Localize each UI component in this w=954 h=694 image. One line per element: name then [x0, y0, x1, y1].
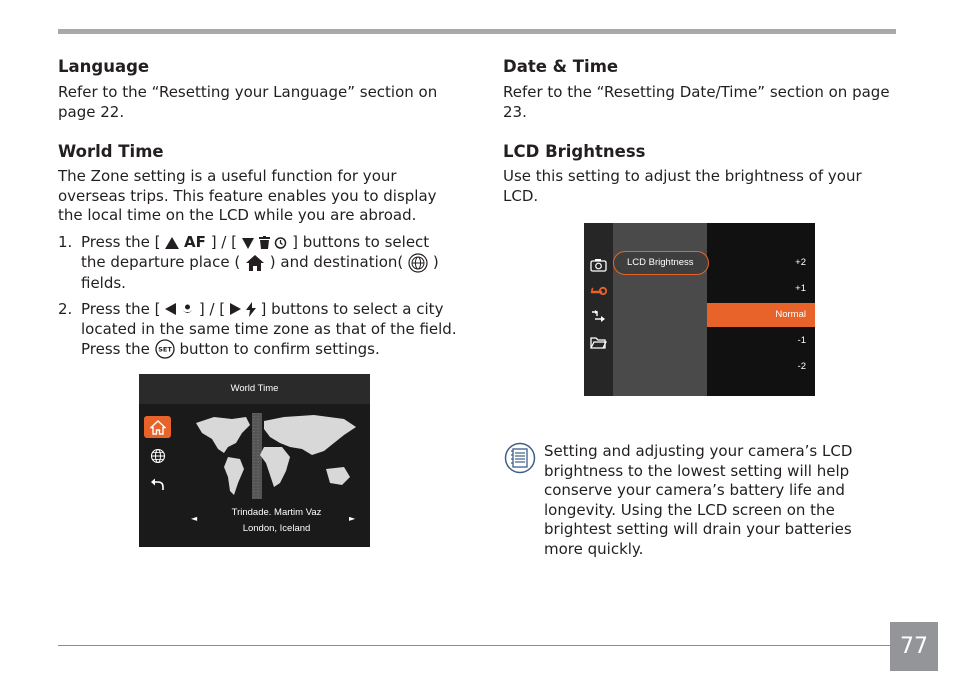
back-icon[interactable]	[150, 477, 166, 493]
world-time-body: The Zone setting is a useful function for your overseas trips. This feature enables you to display the local time on the LCD while you are abroad.	[58, 167, 437, 224]
step-text: Press the [	[81, 233, 161, 251]
bottom-rule	[58, 645, 890, 646]
language-body: Refer to the “Resetting your Language” section on page 22.	[58, 83, 438, 121]
step-text: ) and destination(	[269, 253, 404, 271]
top-rule	[58, 29, 896, 34]
down-arrow-icon	[242, 237, 254, 249]
step-2	[58, 299, 458, 360]
step-text: ] buttons to select a city located in the same time zone as that of the field. Press the	[81, 299, 457, 358]
step-text: button to confirm settings.	[179, 339, 380, 358]
trash-icon	[259, 236, 270, 249]
world-time-screen	[139, 374, 370, 547]
step-text: ] / [	[210, 233, 237, 251]
world-map	[194, 413, 359, 499]
previous-city-arrow[interactable]: ◄	[191, 514, 198, 523]
camera-icon[interactable]	[590, 257, 607, 271]
set-label: SET	[157, 345, 172, 354]
brightness-option[interactable]: -2	[797, 361, 806, 372]
brightness-option[interactable]: -1	[797, 335, 806, 346]
menu-item-column	[613, 223, 707, 396]
wrench-icon[interactable]	[590, 283, 607, 297]
home-icon	[245, 253, 265, 273]
left-arrow-icon	[165, 303, 176, 315]
world-time-heading: World Time	[58, 142, 164, 161]
lcd-brightness-heading: LCD Brightness	[503, 142, 646, 161]
lcd-brightness-screen	[584, 223, 815, 396]
brightness-option[interactable]: +1	[795, 283, 806, 294]
menu-item-lcd-brightness[interactable]: LCD Brightness	[613, 251, 709, 275]
step-number: 1.	[58, 233, 73, 251]
date-time-heading: Date & Time	[503, 57, 619, 76]
set-button-icon	[155, 339, 175, 359]
lcd-brightness-body: Use this setting to adjust the brightness of your LCD.	[503, 167, 862, 205]
note-text: Setting and adjusting your camera’s LCD brightness to the lowest setting will help conserve your camera’s battery life and longevity. Using the LCD screen on the brightest setting will drain your batteries more quickly.	[544, 442, 853, 558]
self-timer-icon	[274, 236, 287, 249]
step-number: 2.	[58, 299, 73, 318]
transfer-icon[interactable]	[590, 309, 607, 323]
destination-city: London, Iceland	[242, 523, 311, 534]
step-text: Press the [	[81, 299, 161, 318]
world-time-steps	[58, 232, 458, 365]
step-text: ] buttons to select the departure place (	[81, 233, 430, 271]
globe-icon[interactable]	[150, 448, 166, 464]
language-heading: Language	[58, 57, 150, 76]
step-text: ) fields.	[81, 253, 439, 292]
folder-icon[interactable]	[590, 335, 607, 349]
af-label: AF	[184, 233, 206, 251]
up-arrow-icon	[165, 237, 179, 249]
macro-flower-icon	[181, 303, 194, 316]
home-icon[interactable]	[144, 416, 171, 438]
flash-icon	[246, 302, 256, 317]
note-icon	[504, 442, 536, 474]
page-number: 77	[890, 622, 938, 671]
brightness-option[interactable]: +2	[795, 257, 806, 268]
step-text: ] / [	[198, 299, 226, 318]
date-time-body: Refer to the “Resetting Date/Time” section on page 23.	[503, 83, 890, 121]
departure-city: Trindade. Martim Vaz	[231, 507, 322, 518]
brightness-option[interactable]: Normal	[707, 303, 815, 327]
right-arrow-icon	[230, 303, 241, 315]
next-city-arrow[interactable]: ►	[349, 514, 356, 523]
world-time-screen-title: World Time	[139, 374, 370, 404]
globe-icon	[408, 253, 428, 273]
step-1	[58, 232, 458, 293]
